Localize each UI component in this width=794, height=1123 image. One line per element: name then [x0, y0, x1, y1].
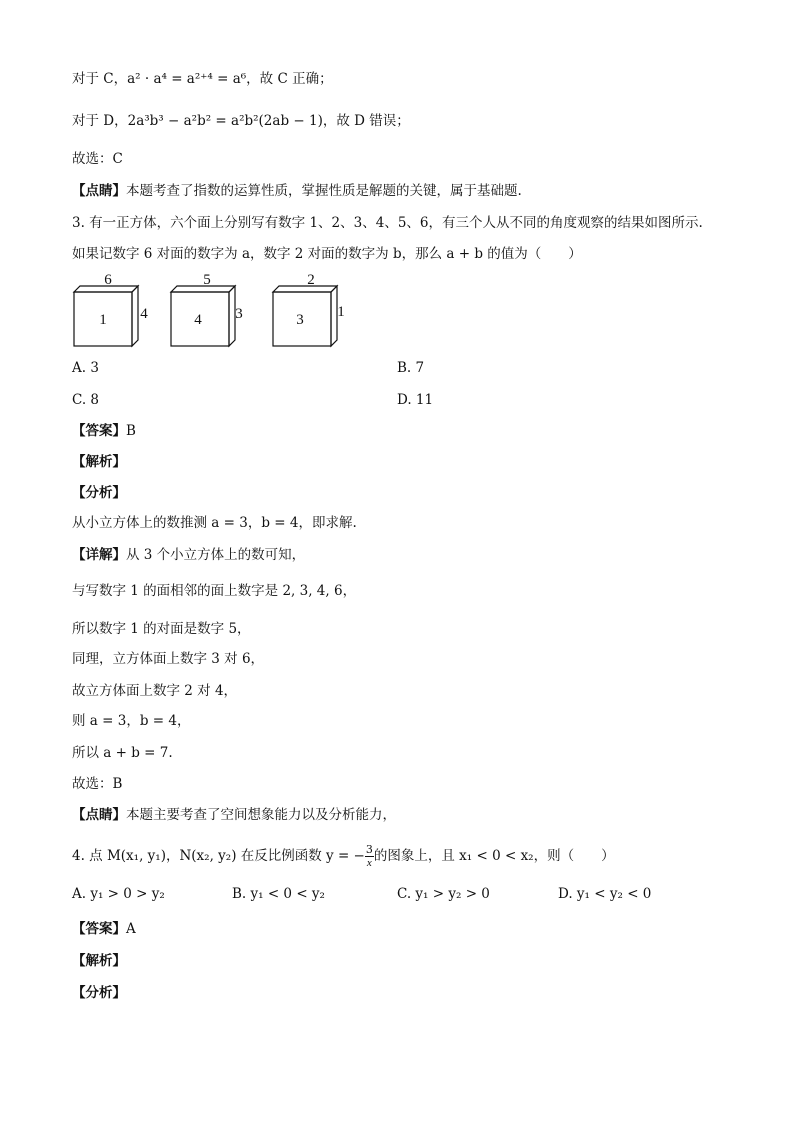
q3-note-tag: 【点睛】: [72, 807, 126, 823]
q4-stem-suffix: 的图象上，且 x₁ < 0 < x₂，则（ ）: [373, 848, 615, 864]
cubes-figure: [72, 270, 372, 348]
q3-detail-line5: 则 a = 3，b = 4，: [72, 713, 191, 729]
q4-fraction: [365, 844, 374, 869]
detail-text: 从 3 个小立方体上的数可知，: [126, 547, 306, 563]
q3-option-d: D. 11: [397, 392, 434, 408]
cube-3: [273, 272, 345, 346]
q4-jiexi-tag: 【解析】: [72, 953, 126, 969]
q3-detail-line6: 所以 a + b = 7.: [72, 745, 173, 761]
q3-jiexi-tag: 【解析】: [72, 454, 126, 470]
q3-detail-line4: 故立方体面上数字 2 对 4，: [72, 683, 238, 699]
q3-detail-line1: 与写数字 1 的面相邻的面上数字是 2, 3, 4, 6，: [72, 583, 357, 599]
q3-option-a: A. 3: [72, 360, 99, 376]
q3-stem-line1: 3. 有一正方体，六个面上分别写有数字 1、2、3、4、5、6，有三个人从不同的角度观察的结果如图所示.: [72, 215, 703, 231]
q4-option-d: D. y₁ < y₂ < 0: [558, 886, 652, 902]
q3-option-c: C. 8: [72, 392, 100, 408]
q3-choice: 故选：B: [72, 776, 123, 792]
q3-detail-line2: 所以数字 1 的对面是数字 5，: [72, 621, 251, 637]
q3-fenxi-tag: 【分析】: [72, 485, 126, 501]
q4-option-a: A. y₁ > 0 > y₂: [72, 886, 165, 902]
cube-3-front-number: 3: [296, 312, 304, 328]
cube-1-top-number: 6: [104, 272, 112, 288]
note-text: 本题考查了指数的运算性质，掌握性质是解题的关键，属于基础题.: [126, 183, 522, 199]
q3-detail-line0: [72, 546, 305, 564]
q3-option-b: B. 7: [397, 360, 425, 376]
q4-fenxi-tag: 【分析】: [72, 985, 126, 1001]
note-tag: 【点睛】: [72, 183, 126, 199]
q4-answer: [72, 920, 136, 938]
cube-2-side-number: 3: [235, 306, 243, 322]
cube-2: [171, 272, 243, 346]
cube-3-side-number: 1: [337, 304, 345, 320]
cube-2-front-number: 4: [194, 312, 202, 328]
q4-stem-prefix: 4. 点 M(x₁, y₁)，N(x₂, y₂) 在反比例函数 y = −: [72, 848, 365, 864]
q4-stem: [72, 841, 615, 871]
q3-stem-line2: 如果记数字 6 对面的数字为 a，数字 2 对面的数字为 b，那么 a + b 的值为（ ）: [72, 246, 582, 262]
line-option-d-analysis: 对于 D，2a³b³ − a²b² = a²b²(2ab − 1)，故 D 错误；: [72, 113, 410, 129]
cube-1: [74, 272, 148, 346]
cube-1-side-number: 4: [140, 306, 148, 322]
q3-note-text: 本题主要考查了空间想象能力以及分析能力，: [126, 807, 396, 823]
q3-detail-line3: 同理，立方体面上数字 3 对 6，: [72, 651, 265, 667]
answer-value: B: [126, 423, 136, 439]
line-option-c-analysis: 对于 C，a² · a⁴ = a²⁺⁴ = a⁶，故 C 正确；: [72, 71, 333, 87]
q3-fenxi-text: 从小立方体上的数推测 a = 3，b = 4，即求解.: [72, 515, 357, 531]
q4-answer-value: A: [126, 921, 136, 937]
line-q2-choice: 故选：C: [72, 151, 123, 167]
answer-tag: 【答案】: [72, 423, 126, 439]
cube-1-front-number: 1: [99, 312, 107, 328]
cube-2-top-number: 5: [203, 272, 211, 288]
line-q2-note: [72, 182, 522, 200]
cube-3-top-number: 2: [307, 272, 315, 288]
q4-fraction-denominator: x: [366, 857, 372, 869]
q4-option-b: B. y₁ < 0 < y₂: [232, 886, 325, 902]
q4-fraction-numerator: 3: [365, 843, 373, 856]
q4-answer-tag: 【答案】: [72, 921, 126, 937]
q3-note: [72, 806, 396, 824]
q3-answer: [72, 422, 136, 440]
detail-tag: 【详解】: [72, 547, 126, 563]
q4-option-c: C. y₁ > y₂ > 0: [397, 886, 490, 902]
